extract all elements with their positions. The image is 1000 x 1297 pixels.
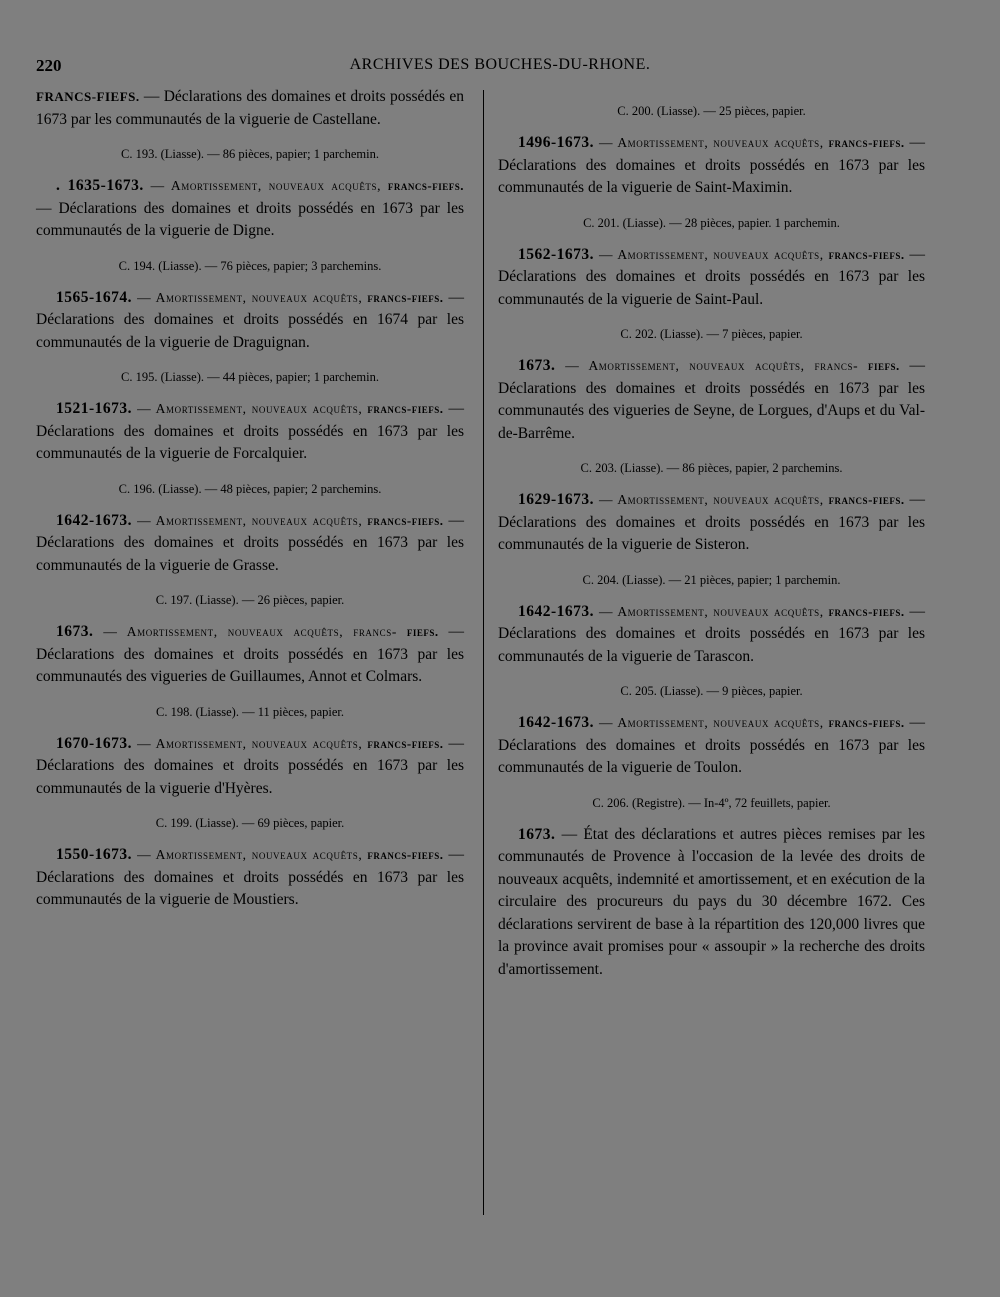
cote-line: C. 195. (Liasse). — 44 pièces, papier; 1 parchemin. — [121, 370, 379, 384]
entry-title-cont: francs-fiefs. — [828, 135, 905, 150]
cote-line: C. 196. (Liasse). — 48 pièces, papier; 2 parchemins. — [118, 481, 382, 496]
entry — [498, 489, 925, 557]
entry — [36, 287, 464, 355]
entry-title-cont: fiefs. — [867, 358, 900, 373]
entry-text: — Déclarations des domaines et droits possédés en 1673 par les communautés de la viguerie de Sisteron. — [498, 491, 926, 553]
entry-title-cont: francs-fiefs. — [828, 246, 905, 262]
entry-title: — Amortissement, nouveaux acquêts, — [594, 135, 824, 150]
entry-date: 1642-1673. — [518, 714, 595, 731]
entry — [36, 844, 464, 912]
entry-date: 1673. — [518, 357, 556, 374]
page-number: 220 — [36, 56, 62, 75]
entry — [36, 733, 464, 801]
entry — [498, 132, 925, 200]
cote-line: C. 201. (Liasse). — 28 pièces, papier. 1 parchemin. — [583, 215, 840, 230]
entry-text: — Déclarations des domaines et droits possédés en 1673 par les communautés de la viguerie de Moustiers. — [36, 846, 465, 908]
entry-title-cont: fiefs. — [406, 624, 439, 639]
entry-title-cont: francs-fiefs. — [387, 178, 465, 193]
entry-date: 1642-1673. — [56, 511, 133, 529]
entry-text: — Déclarations des domaines et droits possédés en 1673 par les communautés de la viguerie de Toulon. — [498, 714, 926, 776]
entry-text: — Déclarations des domaines et droits possédés en 1673 par les communautés des vigueries de Guillaumes, Annot et Colmars. — [36, 623, 464, 685]
cote-line: C. 197. (Liasse). — 26 pièces, papier. — [155, 593, 345, 607]
entry-date: 1673. — [56, 623, 94, 640]
entry-title-cont: francs-fiefs. — [367, 847, 444, 862]
entry-date: 1496-1673. — [518, 134, 595, 151]
entry-text: — Déclarations des domaines et droits possédés en 1673 par les communautés de la viguerie d'Hyères. — [36, 734, 465, 797]
cote-line: C. 198. (Liasse). — 11 pièces, papier. — [155, 704, 345, 719]
entry-date: 1629-1673. — [518, 491, 595, 508]
entry-title-cont: francs-fiefs. — [367, 289, 444, 305]
entry — [498, 712, 925, 780]
entry-title-cont: francs-fiefs. — [828, 603, 905, 619]
entry-text: — Déclarations des domaines et droits possédés en 1674 par les communautés de la viguerie de Draguignan. — [36, 288, 465, 351]
cote-line: C. 206. (Registre). — In-4º, 72 feuillets, papier. — [592, 795, 831, 810]
entry-title: — Amortissement, nouveaux acquêts, — [594, 246, 824, 262]
entry-title-cont: francs-fiefs. — [367, 401, 444, 416]
entry-date: 1670-1673. — [56, 734, 133, 752]
entry-title: — Amortissement, nouveaux acquêts, — [594, 715, 824, 730]
entry-text: — Déclarations des domaines et droits possédés en 1673 par les communautés de la viguerie de Saint-Paul. — [498, 245, 926, 308]
entry-final — [498, 824, 925, 982]
entry-title: — Amortissement, nouveaux acquêts, — [594, 603, 824, 619]
entry-text: — Déclarations des domaines et droits possédés en 1673 par les communautés des vigueries de Seyne, de Lorgues, d'Aups et du Val-de-Barrême. — [498, 357, 926, 442]
entry-title: — Amortissement, nouveaux acquêts, — [132, 512, 363, 528]
entry-continuation — [36, 86, 464, 131]
entry-date: 1521-1673. — [56, 400, 133, 417]
entry-title: — Amortissement, nouveaux acquêts, — [132, 847, 363, 862]
entry — [36, 398, 464, 466]
cote-line: C. 202. (Liasse). — 7 pièces, papier. — [620, 327, 803, 341]
cote-line: C. 203. (Liasse). — 86 pièces, papier, 2 parchemins. — [580, 461, 843, 475]
entry-title: — Amortissement, nouveaux acquêts, — [132, 401, 363, 416]
right-column — [498, 102, 925, 981]
entry-text: — Déclarations des domaines et droits possédés en 1673 par les communautés de la viguerie de Forcalquier. — [36, 400, 465, 462]
entry-date: . 1635-1673. — [56, 177, 144, 194]
entry-date: 1550-1673. — [56, 846, 133, 863]
entry-label: FRANCS-FIEFS. — [36, 89, 140, 104]
entry-date: 1673. — [518, 825, 556, 843]
entry-date: 1642-1673. — [518, 602, 595, 620]
cote-line: C. 204. (Liasse). — 21 pièces, papier; 1 parchemin. — [582, 572, 841, 587]
entry-title: — Amortissement, nouveaux acquêts, — [132, 289, 363, 305]
cote-line: C. 200. (Liasse). — 25 pièces, papier. — [617, 104, 806, 118]
column-divider — [483, 90, 484, 1215]
entry-date: 1562-1673. — [518, 245, 595, 263]
cote-line: C. 194. (Liasse). — 76 pièces, papier; 3 parchemins. — [118, 258, 382, 273]
entry-text: — Déclarations des domaines et droits possédés en 1673 par les communautés de la viguerie de Grasse. — [36, 511, 465, 574]
running-title: ARCHIVES DES BOUCHES-DU-RHONE. — [349, 56, 651, 73]
entry-text: — Déclarations des domaines et droits possédés en 1673 par les communautés de la viguerie de Saint-Maximin. — [498, 134, 926, 196]
entry-date: 1565-1674. — [56, 288, 133, 306]
entry-title: — Amortissement, nouveaux acquêts, — [594, 492, 824, 507]
entry-title: — Amortissement, nouveaux acquêts, — [132, 735, 363, 751]
entry — [36, 510, 464, 578]
entry-title-cont: francs-fiefs. — [367, 512, 444, 528]
entry — [498, 355, 925, 445]
entry-title: — Amortissement, nouveaux acquêts, — [143, 178, 382, 193]
cote-line: C. 205. (Liasse). — 9 pièces, papier. — [620, 684, 803, 698]
cote-line: C. 193. (Liasse). — 86 pièces, papier; 1 parchemin. — [121, 147, 379, 161]
entry-title: — Amortissement, nouveaux acquêts, francs- — [93, 624, 397, 639]
entry-text: — Déclarations des domaines et droits possédés en 1673 par les communautés de la viguerie de Castellane. — [36, 88, 464, 128]
entry-text: — Déclarations des domaines et droits possédés en 1673 par les communautés de la viguerie de Digne. — [36, 199, 464, 239]
entry — [498, 244, 925, 312]
entry-text: — Déclarations des domaines et droits possédés en 1673 par les communautés de la viguerie de Tarascon. — [498, 602, 926, 665]
entry — [36, 621, 464, 689]
entry-text: — État des déclarations et autres pièces remises par les communautés de Provence à l'occasion de la levée des droits de nouveaux acquêts, indemnité et amortissement, et en exécution de la circulaire des procureurs du pays du 30 décembre 1672. Ces déclarations servirent de base à la répartition des 120,000 livres que la province avait promises pour « assoupir » la recherche des droits d'amortissement. — [498, 825, 925, 978]
entry-title-cont: francs-fiefs. — [828, 492, 905, 507]
entry-title: — Amortissement, nouveaux acquêts, francs- — [555, 358, 859, 373]
entry — [36, 175, 464, 243]
left-column — [36, 86, 464, 912]
entry-title-cont: francs-fiefs. — [828, 715, 905, 730]
cote-line: C. 199. (Liasse). — 69 pièces, papier. — [155, 816, 345, 830]
entry — [498, 601, 925, 669]
entry-title-cont: francs-fiefs. — [367, 735, 444, 751]
